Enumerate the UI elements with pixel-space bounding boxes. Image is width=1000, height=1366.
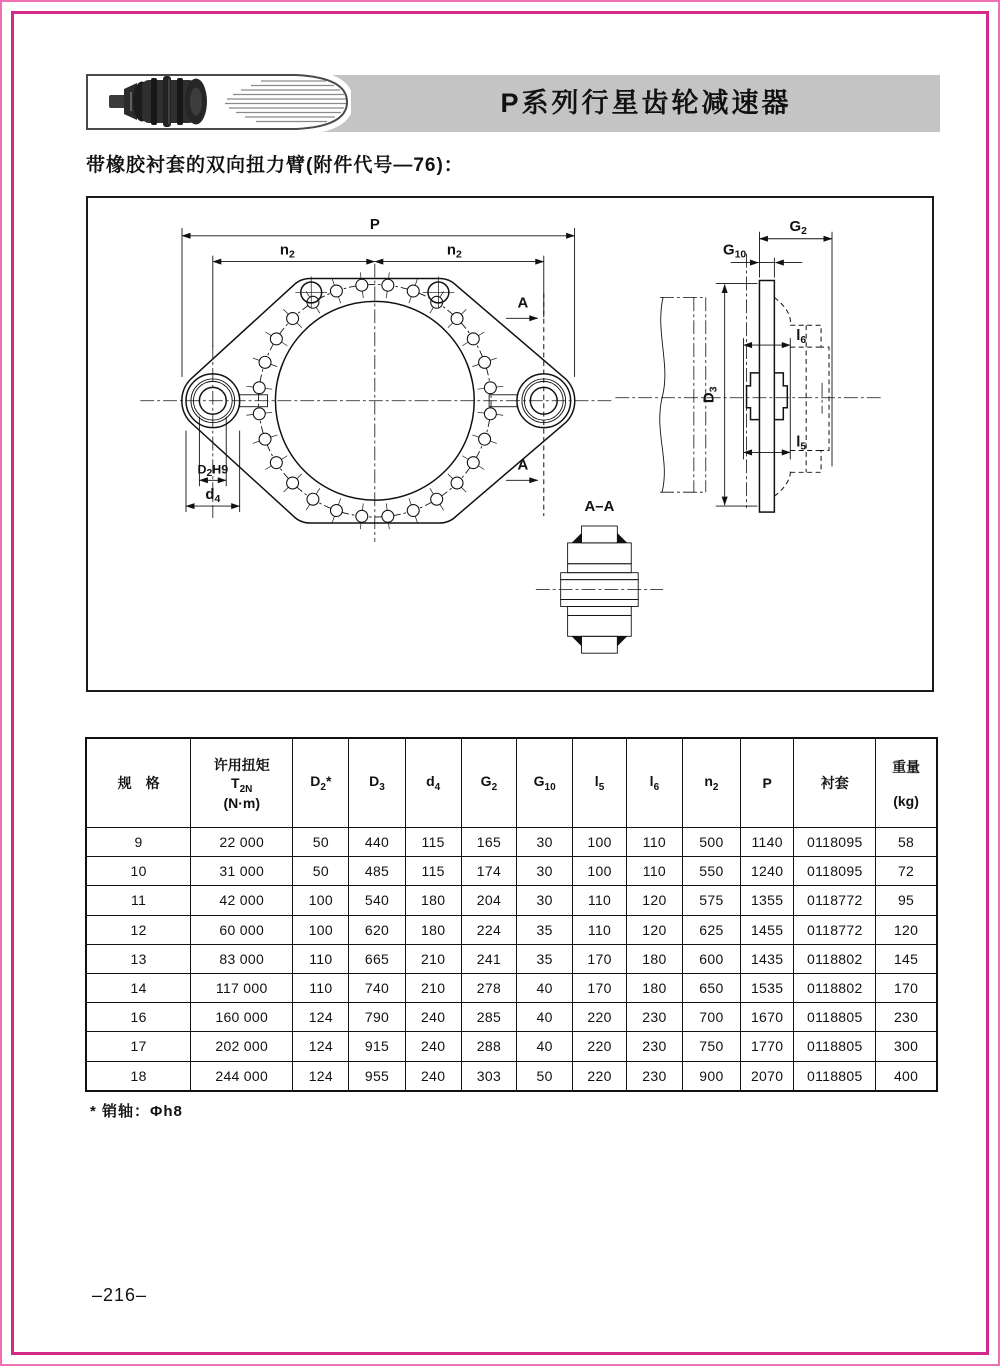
table-cell: 60 000 xyxy=(191,915,293,944)
table-row xyxy=(86,944,937,973)
table-cell: 170 xyxy=(573,944,627,973)
col-header-spec: 规 格 xyxy=(86,738,191,828)
footnote: * 销轴：Φh8 xyxy=(90,1103,183,1120)
table-cell: 230 xyxy=(626,1003,682,1032)
table-cell: 230 xyxy=(626,1061,682,1091)
col-header-p: P xyxy=(740,738,794,828)
table-cell: 50 xyxy=(293,857,349,886)
table-cell: 83 000 xyxy=(191,944,293,973)
table-cell: 58 xyxy=(876,828,937,857)
table-cell: 110 xyxy=(293,973,349,1002)
col-header-d4: $d_4$ xyxy=(405,738,461,828)
table-cell: 288 xyxy=(461,1032,516,1061)
table-cell: 485 xyxy=(349,857,405,886)
section-subtitle: 带橡胶衬套的双向扭力臂(附件代号—76)： xyxy=(86,155,464,176)
coupling-phantom xyxy=(774,297,829,496)
table-cell: 300 xyxy=(876,1032,937,1061)
table-cell: 0118805 xyxy=(794,1003,876,1032)
table-cell: 0118772 xyxy=(794,886,876,915)
col-header-torque: 许用扭矩 $T_{2N}$ (N·m) xyxy=(191,738,293,828)
col-header-l6: $l_6$ xyxy=(626,738,682,828)
dim-g10-label: $G_{10}$ xyxy=(723,242,747,261)
table-cell: 50 xyxy=(517,1061,573,1091)
front-view xyxy=(140,217,613,542)
table-cell: 170 xyxy=(573,973,627,1002)
table-cell: 0118802 xyxy=(794,944,876,973)
dim-d2h9-label: $D_2H9$ xyxy=(197,462,229,479)
table-cell: 124 xyxy=(293,1061,349,1091)
table-cell: 100 xyxy=(573,857,627,886)
table-row xyxy=(86,1061,937,1091)
table-cell: 180 xyxy=(405,915,461,944)
table-cell: 100 xyxy=(293,886,349,915)
table-cell: 230 xyxy=(876,1003,937,1032)
table-cell: 400 xyxy=(876,1061,937,1091)
page-number: –216– xyxy=(92,1285,148,1305)
table-cell: 210 xyxy=(405,973,461,1002)
table-cell: 120 xyxy=(626,886,682,915)
table-cell: 540 xyxy=(349,886,405,915)
table-row xyxy=(86,828,937,857)
table-cell: 120 xyxy=(626,915,682,944)
dim-n2-left-label: $n_2$ xyxy=(279,242,295,261)
table-cell: 40 xyxy=(517,1003,573,1032)
table-cell: 0118772 xyxy=(794,915,876,944)
dim-l5-label: $l_5$ xyxy=(796,434,807,453)
table-cell: 0118802 xyxy=(794,973,876,1002)
table-cell: 40 xyxy=(517,973,573,1002)
table-cell: 50 xyxy=(293,828,349,857)
table-cell: 9 xyxy=(86,828,191,857)
dim-d3 xyxy=(702,283,758,506)
table-cell: 100 xyxy=(573,828,627,857)
table-cell: 700 xyxy=(682,1003,740,1032)
table-cell: 124 xyxy=(293,1003,349,1032)
table-cell: 240 xyxy=(405,1032,461,1061)
table-cell: 30 xyxy=(517,886,573,915)
table-cell: 625 xyxy=(682,915,740,944)
table-cell: 35 xyxy=(517,915,573,944)
table-cell: 230 xyxy=(626,1032,682,1061)
table-cell: 1670 xyxy=(740,1003,794,1032)
table-cell: 10 xyxy=(86,857,191,886)
dim-p xyxy=(182,217,575,377)
table-cell: 500 xyxy=(682,828,740,857)
table-body xyxy=(86,828,937,1091)
dim-g10 xyxy=(723,243,802,278)
table-cell: 0118805 xyxy=(794,1061,876,1091)
table-row xyxy=(86,915,937,944)
col-header-d3: $D_3$ xyxy=(349,738,405,828)
table-cell: 72 xyxy=(876,857,937,886)
table-cell: 120 xyxy=(876,915,937,944)
table-cell: 30 xyxy=(517,828,573,857)
table-cell: 180 xyxy=(626,973,682,1002)
table-cell: 1770 xyxy=(740,1032,794,1061)
table-cell: 11 xyxy=(86,886,191,915)
section-arrows xyxy=(506,295,538,480)
table-cell: 145 xyxy=(876,944,937,973)
table-cell: 303 xyxy=(461,1061,516,1091)
table-cell: 900 xyxy=(682,1061,740,1091)
table-cell: 16 xyxy=(86,1003,191,1032)
col-header-bushing: 衬套 xyxy=(794,738,876,828)
table-cell: 1140 xyxy=(740,828,794,857)
col-header-d2: $D_2*$ xyxy=(293,738,349,828)
table-cell: 124 xyxy=(293,1032,349,1061)
dim-g2-label: $G_2$ xyxy=(789,218,807,237)
section-letter-top: A xyxy=(517,295,529,312)
table-cell: 115 xyxy=(405,857,461,886)
col-header-weight: 重量 (kg) xyxy=(876,738,937,828)
spec-table xyxy=(85,737,938,1092)
table-cell: 440 xyxy=(349,828,405,857)
table-cell: 95 xyxy=(876,886,937,915)
table-cell: 241 xyxy=(461,944,516,973)
table-row xyxy=(86,1032,937,1061)
table-row xyxy=(86,886,937,915)
table-cell: 115 xyxy=(405,828,461,857)
bushing-hub xyxy=(747,373,788,420)
table-cell: 12 xyxy=(86,915,191,944)
table-cell: 35 xyxy=(517,944,573,973)
table-cell: 224 xyxy=(461,915,516,944)
page-title: P系列行星齿轮减速器 xyxy=(500,88,792,118)
table-cell: 170 xyxy=(876,973,937,1002)
side-view xyxy=(615,219,883,512)
col-header-l5: $l_5$ xyxy=(573,738,627,828)
brand-logo xyxy=(83,70,351,134)
table-cell: 110 xyxy=(626,857,682,886)
dim-l6-label: $l_6$ xyxy=(796,328,807,347)
table-cell: 278 xyxy=(461,973,516,1002)
table-cell: 220 xyxy=(573,1032,627,1061)
table-cell: 1355 xyxy=(740,886,794,915)
table-cell: 620 xyxy=(349,915,405,944)
table-cell: 285 xyxy=(461,1003,516,1032)
table-cell: 174 xyxy=(461,857,516,886)
gearbox-housing-phantom xyxy=(660,297,706,492)
torque-arm-plate-side xyxy=(759,280,774,512)
table-header-row xyxy=(86,738,937,828)
dim-n2-right-label: $n_2$ xyxy=(446,242,462,261)
table-cell: 740 xyxy=(349,973,405,1002)
technical-drawing xyxy=(88,198,928,686)
table-cell: 110 xyxy=(573,915,627,944)
table-cell: 220 xyxy=(573,1061,627,1091)
technical-drawing-box xyxy=(86,196,934,692)
table-cell: 1455 xyxy=(740,915,794,944)
table-cell: 13 xyxy=(86,944,191,973)
table-cell: 0118805 xyxy=(794,1032,876,1061)
table-cell: 165 xyxy=(461,828,516,857)
break-line xyxy=(660,297,665,492)
col-header-g2: $G_2$ xyxy=(461,738,516,828)
table-cell: 110 xyxy=(626,828,682,857)
table-cell: 665 xyxy=(349,944,405,973)
section-letter-bottom: A xyxy=(517,457,529,474)
table-cell: 180 xyxy=(626,944,682,973)
table-cell: 220 xyxy=(573,1003,627,1032)
table-cell: 955 xyxy=(349,1061,405,1091)
table-row xyxy=(86,1003,937,1032)
table-cell: 1435 xyxy=(740,944,794,973)
table-cell: 117 000 xyxy=(191,973,293,1002)
table-cell: 650 xyxy=(682,973,740,1002)
table-cell: 180 xyxy=(405,886,461,915)
table-cell: 790 xyxy=(349,1003,405,1032)
table-cell: 2070 xyxy=(740,1061,794,1091)
table-cell: 1240 xyxy=(740,857,794,886)
table-cell: 202 000 xyxy=(191,1032,293,1061)
table-cell: 17 xyxy=(86,1032,191,1061)
section-view-aa xyxy=(536,499,663,653)
table-row xyxy=(86,857,937,886)
table-cell: 0118095 xyxy=(794,828,876,857)
table-cell: 600 xyxy=(682,944,740,973)
table-cell: 240 xyxy=(405,1003,461,1032)
table-cell: 22 000 xyxy=(191,828,293,857)
table-cell: 100 xyxy=(293,915,349,944)
table-cell: 31 000 xyxy=(191,857,293,886)
dim-d4-label: $d_4$ xyxy=(205,487,221,506)
table-cell: 110 xyxy=(573,886,627,915)
col-header-n2: $n_2$ xyxy=(682,738,740,828)
table-cell: 110 xyxy=(293,944,349,973)
table-cell: 160 000 xyxy=(191,1003,293,1032)
dim-d3-label: $D_3$ xyxy=(701,386,720,404)
table-cell: 210 xyxy=(405,944,461,973)
dim-p-label: P xyxy=(369,216,380,233)
header-title-bar xyxy=(300,75,940,132)
table-cell: 1535 xyxy=(740,973,794,1002)
table-cell: 42 000 xyxy=(191,886,293,915)
col-header-g10: $G_{10}$ xyxy=(517,738,573,828)
section-title: A–A xyxy=(584,499,615,516)
table-cell: 244 000 xyxy=(191,1061,293,1091)
table-cell: 550 xyxy=(682,857,740,886)
table-cell: 40 xyxy=(517,1032,573,1061)
table-cell: 14 xyxy=(86,973,191,1002)
table-cell: 750 xyxy=(682,1032,740,1061)
table-cell: 30 xyxy=(517,857,573,886)
table-cell: 18 xyxy=(86,1061,191,1091)
table-cell: 204 xyxy=(461,886,516,915)
table-cell: 0118095 xyxy=(794,857,876,886)
table-cell: 575 xyxy=(682,886,740,915)
dim-n2 xyxy=(213,243,544,347)
table-cell: 915 xyxy=(349,1032,405,1061)
table-row xyxy=(86,973,937,1002)
table-cell: 240 xyxy=(405,1061,461,1091)
